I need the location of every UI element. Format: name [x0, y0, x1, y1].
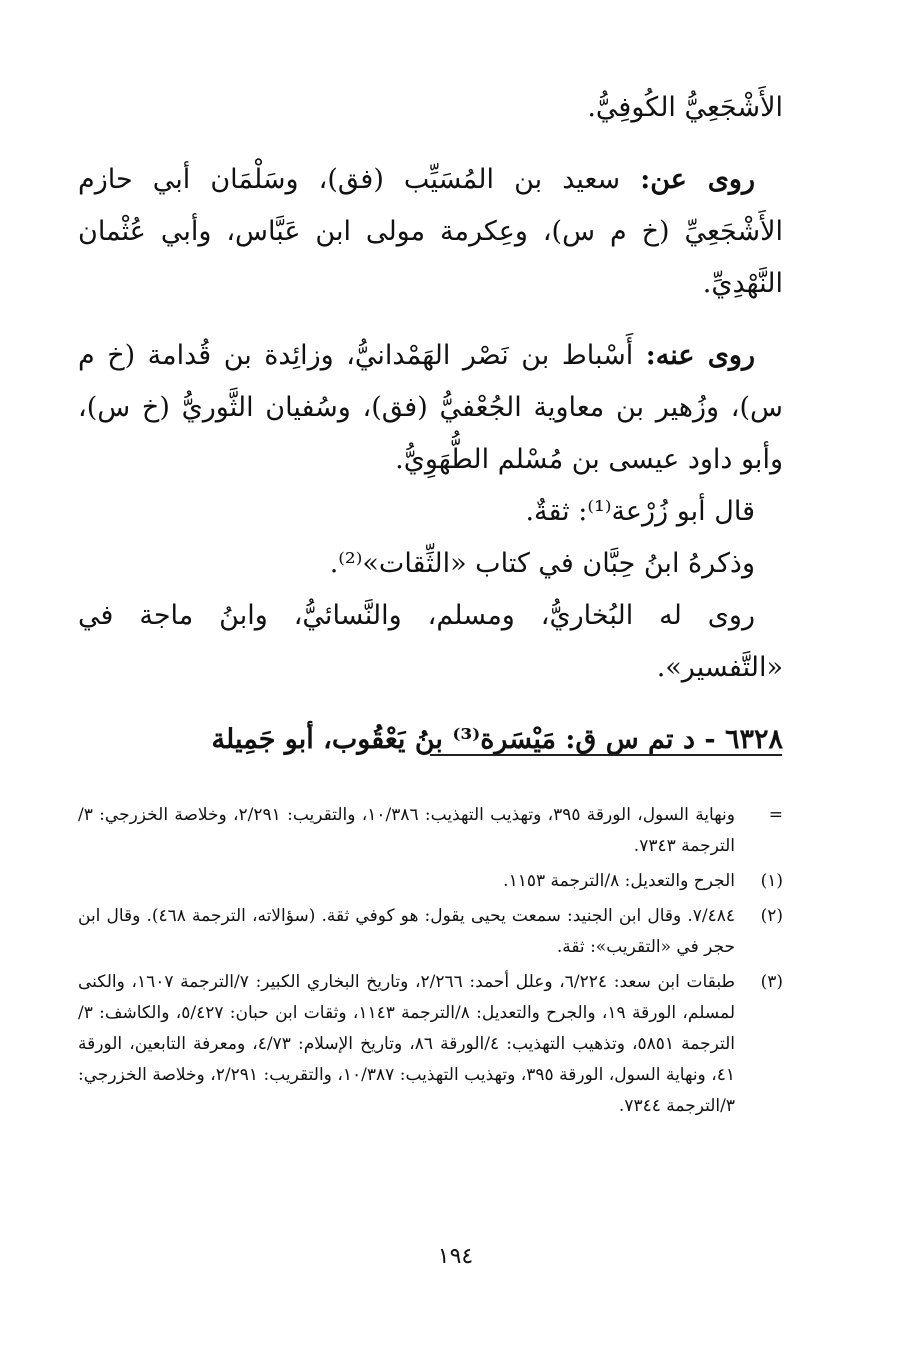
- footnote-marker: (٣): [760, 972, 783, 992]
- page-number: ١٩٤: [437, 1244, 474, 1269]
- narrated-from-paragraph: [78, 154, 783, 310]
- entry-continuation-line: الأَشْجَعِيُّ الكُوفِيُّ.: [587, 92, 783, 123]
- footnote-marker: =: [768, 805, 783, 825]
- footnote-text: الجرح والتعديل: ٨/الترجمة ١١٥٣.: [503, 871, 735, 891]
- main-text: [78, 82, 783, 766]
- narrators-list: روى له البُخاريُّ، ومسلم، والنَّسائيُّ، وابنُ ماجة في «التَّفسير».: [78, 600, 783, 683]
- footnote-2: [78, 901, 783, 963]
- footnote-marker: (١): [760, 871, 783, 891]
- next-entry-heading: ٦٣٢٨ - د تم س ق: مَيْسَرة⁽³⁾ بنُ يَعْقُوب، أبو جَمِيلة: [211, 724, 783, 755]
- footnote-text: طبقات ابن سعد: ٦/٢٢٤، وعلل أحمد: ٢/٢٦٦، وتاريخ البخاري الكبير: ٧/الترجمة ١٦٠٧، والكنى لمسلم، الورقة ١٩، والجرح والتعديل: ٨/الترجمة ١١٤٣، وثقات ابن حبان: ٥/٤٢٧، والكاشف: ٣/الترجمة ٥٨٥١، وتذهيب التهذيب: ٤/الورقة ٨٦، وتاريخ الإسلام: ٤/٧٣، ومعرفة التابعين، الورقة ٤١، ونهاية السول، الورقة ٣٩٥، وتهذيب التهذيب: ١٠/٣٨٧، والتقريب: ٢/٢٩١، وخلاصة الخزرجي: ٣/الترجمة ٧٣٤٤.: [78, 972, 736, 1116]
- narrated-from-text: سعيد بن المُسَيِّب (فق)، وسَلْمَان أبي حازم الأَشْجَعِيِّ (خ م س)، وعِكرمة مولى ابن عَبَّاس، وأبي عُثْمان النَّهْدِيِّ.: [78, 164, 783, 299]
- footnote-text: ٧/٤٨٤. وقال ابن الجنيد: سمعت يحيى يقول: هو كوفي ثقة. (سؤالاته، الترجمة ٤٦٨). وقال ابن حجر في «التقريب»: ثقة.: [78, 906, 735, 957]
- footnote-marker: (٢): [760, 906, 783, 926]
- abu-zura-statement: قال أبو زُرْعة⁽¹⁾: ثقةٌ.: [525, 496, 755, 527]
- footnote-continued: [78, 800, 783, 862]
- footnote-1: [78, 866, 783, 897]
- ibn-hibban-mention: وذكرهُ ابنُ حِبَّان في كتاب «الثِّقات»⁽²⁾.: [329, 548, 755, 579]
- footnote-3: [78, 967, 783, 1122]
- footnotes: [78, 800, 783, 1126]
- narrated-by-label: روى عنه:: [645, 340, 755, 371]
- narrated-by-paragraph: [78, 330, 783, 486]
- narrated-by-text: أَسْباط بن نَصْر الهَمْدانيُّ، وزائِدة بن قُدامة (خ م س)، وزُهير بن معاوية الجُعْفيُّ (فق)، وسُفيان الثَّوريُّ (خ س)، وأبو داود عيسى بن مُسْلم الطُّهَوِيُّ.: [78, 340, 783, 475]
- narrated-from-label: روى عن:: [640, 164, 755, 195]
- footnote-separator: [430, 754, 782, 756]
- footnote-text: ونهاية السول، الورقة ٣٩٥، وتهذيب التهذيب: ١٠/٣٨٦، والتقريب: ٢/٢٩١، وخلاصة الخزرجي: ٣/الترجمة ٧٣٤٣.: [78, 805, 735, 856]
